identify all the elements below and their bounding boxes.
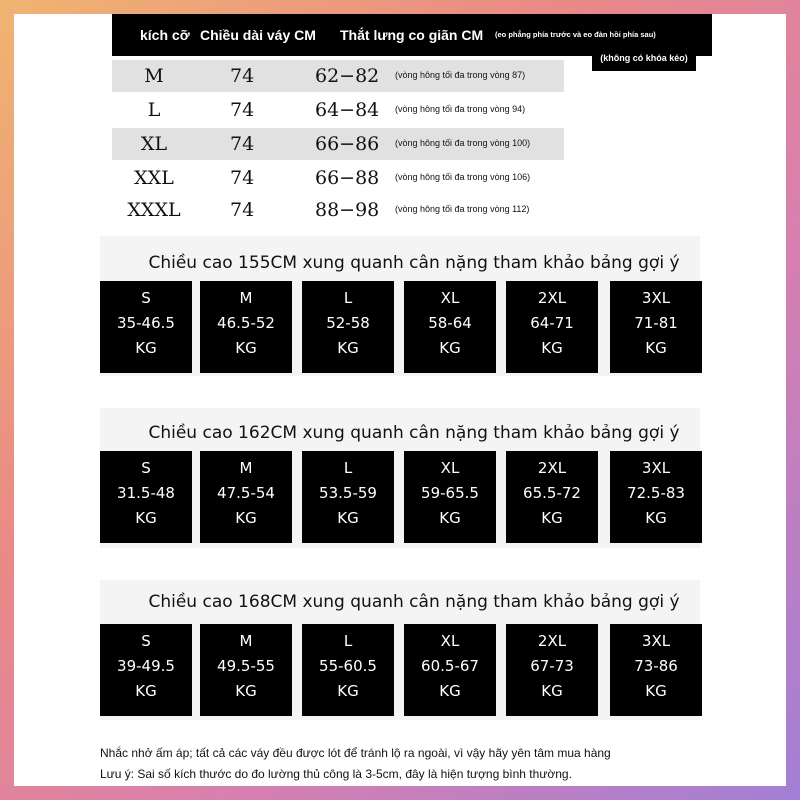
box-size: 2XL [537, 459, 567, 477]
table-row [112, 194, 564, 226]
footer-note: Lưu ý: Sai số kích thước do đo lường thủ công là 3-5cm, đây là hiện tượng bình thường. [100, 767, 572, 781]
box-size: XL [440, 632, 460, 650]
box-unit: KG [645, 509, 667, 527]
box-size: 2XL [537, 289, 567, 307]
weight-box-xl [404, 624, 496, 716]
box-size: M [239, 289, 253, 307]
weight-box-l [302, 281, 394, 373]
size-chart-frame [14, 14, 786, 786]
box-range: 52-58 [326, 314, 370, 332]
box-unit: KG [541, 509, 563, 527]
row-size: XXL [134, 167, 174, 189]
weight-box-3xl [610, 451, 702, 543]
box-unit: KG [135, 682, 157, 700]
row-hip-note: (vòng hông tối đa trong vòng 87) [395, 70, 526, 80]
box-range: 35-46.5 [117, 314, 175, 332]
box-unit: KG [337, 509, 359, 527]
weight-box-s [100, 624, 192, 716]
weight-box-s [100, 451, 192, 543]
weight-box-m [200, 624, 292, 716]
box-range: 49.5-55 [217, 657, 275, 675]
header-length: Chiều dài váy CM [200, 27, 316, 43]
section-title-155: Chiều cao 155CM xung quanh cân nặng tham khảo bảng gợi ý [148, 253, 680, 273]
weight-box-xl [404, 281, 496, 373]
box-range: 39-49.5 [117, 657, 175, 675]
box-range: 53.5-59 [319, 484, 377, 502]
row-hip-note: (vòng hông tối đa trong vòng 112) [395, 204, 530, 214]
box-unit: KG [541, 682, 563, 700]
header-size: kích cỡ [140, 27, 190, 43]
box-range: 59-65.5 [421, 484, 479, 502]
row-waist: 66−88 [315, 167, 380, 189]
box-range: 31.5-48 [117, 484, 175, 502]
box-unit: KG [645, 339, 667, 357]
box-size: XL [440, 459, 460, 477]
box-size: S [141, 459, 151, 477]
box-unit: KG [135, 509, 157, 527]
weight-box-m [200, 281, 292, 373]
box-range: 67-73 [530, 657, 574, 675]
table-row [112, 128, 564, 160]
row-hip-note: (vòng hông tối đa trong vòng 106) [395, 172, 531, 182]
box-size: L [343, 289, 353, 307]
box-range: 73-86 [634, 657, 678, 675]
box-unit: KG [135, 339, 157, 357]
box-range: 64-71 [530, 314, 574, 332]
box-unit: KG [235, 682, 257, 700]
box-size: 3XL [641, 289, 671, 307]
box-size: 3XL [641, 459, 671, 477]
box-range: 71-81 [634, 314, 678, 332]
box-size: M [239, 459, 253, 477]
row-waist: 66−86 [315, 133, 380, 155]
table-row [112, 60, 564, 92]
row-length: 74 [230, 199, 255, 221]
weight-box-3xl [610, 281, 702, 373]
box-range: 58-64 [428, 314, 472, 332]
box-size: 3XL [641, 632, 671, 650]
box-size: 2XL [537, 632, 567, 650]
box-size: XL [440, 289, 460, 307]
header-note-zipper: (không có khóa kéo) [592, 45, 696, 71]
row-waist: 64−84 [315, 99, 380, 121]
weight-box-3xl [610, 624, 702, 716]
box-range: 47.5-54 [217, 484, 275, 502]
box-unit: KG [541, 339, 563, 357]
box-unit: KG [439, 682, 461, 700]
weight-box-2xl [506, 281, 598, 373]
weight-box-l [302, 624, 394, 716]
section-title-168: Chiều cao 168CM xung quanh cân nặng tham khảo bảng gợi ý [148, 592, 680, 612]
row-size: XXXL [127, 199, 181, 221]
box-size: S [141, 289, 151, 307]
row-size: XL [140, 133, 168, 155]
weight-box-2xl [506, 624, 598, 716]
box-unit: KG [337, 339, 359, 357]
row-size: L [147, 99, 161, 121]
box-range: 55-60.5 [319, 657, 377, 675]
row-length: 74 [230, 99, 255, 121]
box-range: 72.5-83 [627, 484, 685, 502]
weight-box-m [200, 451, 292, 543]
box-unit: KG [235, 509, 257, 527]
row-size: M [144, 65, 164, 87]
box-size: L [343, 632, 353, 650]
box-range: 60.5-67 [421, 657, 479, 675]
weight-box-s [100, 281, 192, 373]
box-unit: KG [645, 682, 667, 700]
table-row [112, 94, 564, 126]
box-size: M [239, 632, 253, 650]
box-range: 65.5-72 [523, 484, 581, 502]
box-unit: KG [439, 339, 461, 357]
row-length: 74 [230, 167, 255, 189]
box-range: 46.5-52 [217, 314, 275, 332]
row-hip-note: (vòng hông tối đa trong vòng 100) [395, 138, 531, 148]
footer-reminder: Nhắc nhở ấm áp; tất cả các váy đều được lót để tránh lộ ra ngoài, vì vậy hãy yên tâm mua hàng [100, 746, 611, 760]
header-waist: Thắt lưng co giãn CM [340, 27, 484, 43]
weight-box-l [302, 451, 394, 543]
table-row [112, 162, 564, 194]
box-unit: KG [337, 682, 359, 700]
box-unit: KG [439, 509, 461, 527]
box-size: S [141, 632, 151, 650]
box-unit: KG [235, 339, 257, 357]
weight-box-xl [404, 451, 496, 543]
row-length: 74 [230, 133, 255, 155]
row-length: 74 [230, 65, 255, 87]
section-title-162: Chiều cao 162CM xung quanh cân nặng tham khảo bảng gợi ý [148, 423, 680, 443]
header-note-waist: (eo phẳng phía trước và eo đàn hồi phía sau) [495, 30, 656, 39]
row-waist: 62−82 [315, 65, 380, 87]
row-hip-note: (vòng hông tối đa trong vòng 94) [395, 104, 526, 114]
box-size: L [343, 459, 353, 477]
row-waist: 88−98 [315, 199, 380, 221]
weight-box-2xl [506, 451, 598, 543]
